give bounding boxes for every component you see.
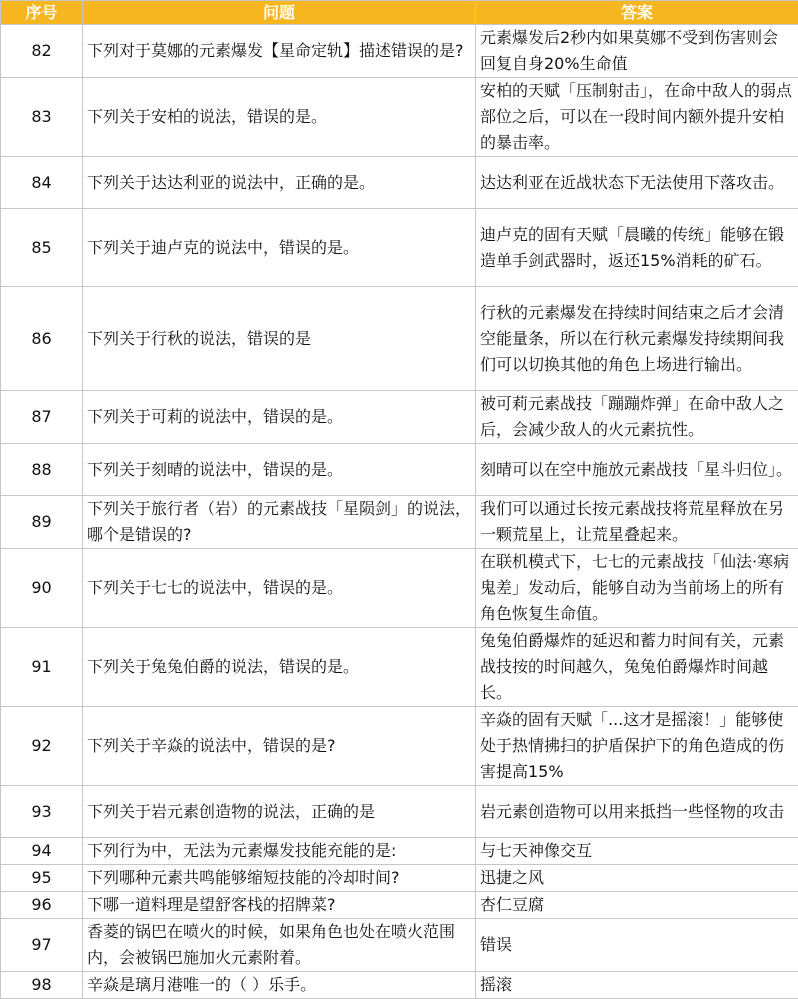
table-row — [1, 157, 798, 209]
row-number: 94 — [1, 838, 83, 865]
row-number: 97 — [1, 919, 83, 972]
row-number: 96 — [1, 892, 83, 919]
row-answer: 在联机模式下，七七的元素战技「仙法·寒病鬼差」发动后，能够自动为当前场上的所有角色恢复生命值。 — [476, 549, 798, 628]
row-number: 98 — [1, 972, 83, 999]
table-row — [1, 209, 798, 287]
row-number: 92 — [1, 707, 83, 786]
row-number: 95 — [1, 865, 83, 892]
row-answer: 行秋的元素爆发在持续时间结束之后才会清空能量条，所以在行秋元素爆发持续期间我们可以切换其他的角色上场进行输出。 — [476, 287, 798, 391]
row-number: 86 — [1, 287, 83, 391]
table-row — [1, 707, 798, 786]
row-answer: 迪卢克的固有天赋「晨曦的传统」能够在锻造单手剑武器时，返还15%消耗的矿石。 — [476, 209, 798, 287]
row-answer: 刻晴可以在空中施放元素战技「星斗归位」。 — [476, 444, 798, 496]
table-row — [1, 786, 798, 838]
table-row — [1, 892, 798, 919]
table-row — [1, 391, 798, 444]
row-question: 下列对于莫娜的元素爆发【星命定轨】描述错误的是? — [83, 25, 476, 78]
row-answer: 安柏的天赋「压制射击」，在命中敌人的弱点部位之后，可以在一段时间内额外提升安柏的暴击率。 — [476, 78, 798, 157]
row-question: 下列关于旅行者（岩）的元素战技「星陨剑」的说法，哪个是错误的? — [83, 496, 476, 549]
row-number: 84 — [1, 157, 83, 209]
row-question: 辛焱是璃月港唯一的（ ）乐手。 — [83, 972, 476, 999]
row-number: 88 — [1, 444, 83, 496]
row-answer: 错误 — [476, 919, 798, 972]
table-row — [1, 919, 798, 972]
row-question: 下列关于辛焱的说法中，错误的是? — [83, 707, 476, 786]
table-row — [1, 444, 798, 496]
row-question: 下列行为中，无法为元素爆发技能充能的是: — [83, 838, 476, 865]
table-row — [1, 865, 798, 892]
row-number: 87 — [1, 391, 83, 444]
row-answer: 迅捷之风 — [476, 865, 798, 892]
row-question: 下哪一道料理是望舒客栈的招牌菜? — [83, 892, 476, 919]
row-question: 下列哪种元素共鸣能够缩短技能的冷却时间? — [83, 865, 476, 892]
row-question: 下列关于刻晴的说法中，错误的是。 — [83, 444, 476, 496]
table-row — [1, 972, 798, 999]
row-answer: 元素爆发后2秒内如果莫娜不受到伤害则会回复自身20%生命值 — [476, 25, 798, 78]
table-row — [1, 838, 798, 865]
row-number: 85 — [1, 209, 83, 287]
header-answer: 答案 — [476, 1, 798, 25]
row-question: 下列关于岩元素创造物的说法，正确的是 — [83, 786, 476, 838]
row-question: 下列关于安柏的说法，错误的是。 — [83, 78, 476, 157]
row-number: 82 — [1, 25, 83, 78]
row-answer: 被可莉元素战技「蹦蹦炸弹」在命中敌人之后，会减少敌人的火元素抗性。 — [476, 391, 798, 444]
row-answer: 辛焱的固有天赋「...这才是摇滚！」能够使处于热情拂扫的护盾保护下的角色造成的伤害提高15% — [476, 707, 798, 786]
row-question: 下列关于可莉的说法中，错误的是。 — [83, 391, 476, 444]
row-answer: 与七天神像交互 — [476, 838, 798, 865]
table-row — [1, 287, 798, 391]
table-row — [1, 628, 798, 707]
row-question: 下列关于迪卢克的说法中，错误的是。 — [83, 209, 476, 287]
row-answer: 我们可以通过长按元素战技将荒星释放在另一颗荒星上，让荒星叠起来。 — [476, 496, 798, 549]
row-answer: 达达利亚在近战状态下无法使用下落攻击。 — [476, 157, 798, 209]
row-answer: 摇滚 — [476, 972, 798, 999]
row-answer: 岩元素创造物可以用来抵挡一些怪物的攻击 — [476, 786, 798, 838]
row-number: 90 — [1, 549, 83, 628]
row-question: 香菱的锅巴在喷火的时候，如果角色也处在喷火范围内，会被锅巴施加火元素附着。 — [83, 919, 476, 972]
row-question: 下列关于行秋的说法，错误的是 — [83, 287, 476, 391]
row-number: 89 — [1, 496, 83, 549]
table-row — [1, 25, 798, 78]
header-number: 序号 — [1, 1, 83, 25]
row-number: 83 — [1, 78, 83, 157]
row-question: 下列关于兔兔伯爵的说法，错误的是。 — [83, 628, 476, 707]
row-question: 下列关于七七的说法中，错误的是。 — [83, 549, 476, 628]
row-number: 93 — [1, 786, 83, 838]
row-answer: 兔兔伯爵爆炸的延迟和蓄力时间有关，元素战技按的时间越久，兔兔伯爵爆炸时间越长。 — [476, 628, 798, 707]
row-answer: 杏仁豆腐 — [476, 892, 798, 919]
table-row — [1, 78, 798, 157]
header-row — [1, 1, 798, 25]
table-row — [1, 496, 798, 549]
row-question: 下列关于达达利亚的说法中，正确的是。 — [83, 157, 476, 209]
row-number: 91 — [1, 628, 83, 707]
header-question: 问题 — [83, 1, 476, 25]
table-row — [1, 549, 798, 628]
